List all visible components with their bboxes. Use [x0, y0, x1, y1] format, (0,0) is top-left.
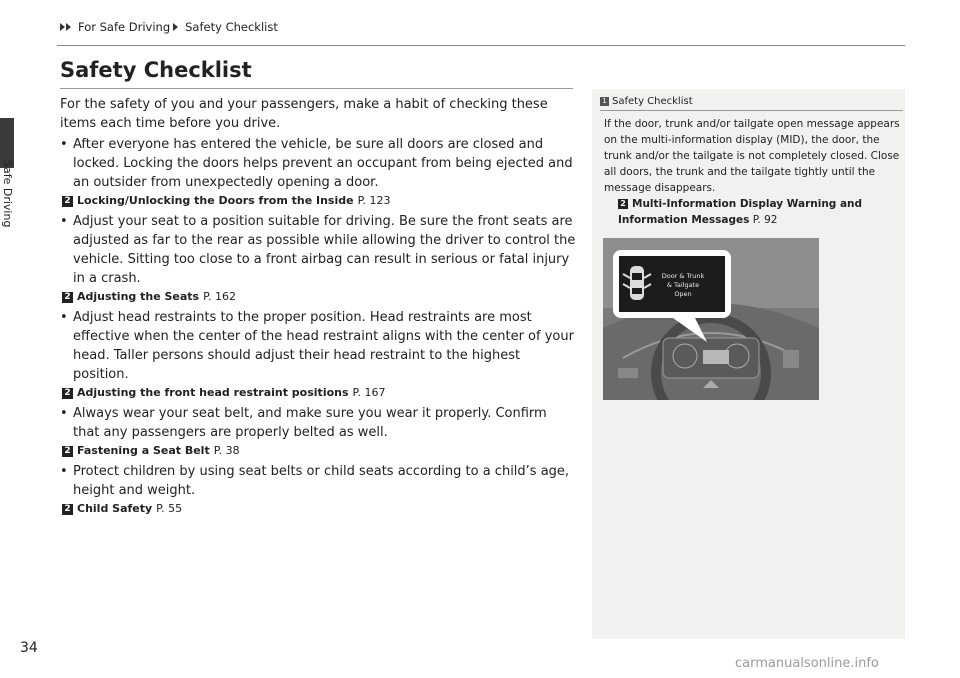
cross-reference-link[interactable]	[62, 385, 576, 401]
reference-arrow-icon: 2	[62, 196, 73, 207]
reference-title[interactable]: Adjusting the Seats	[77, 290, 200, 303]
reference-page[interactable]: P. 162	[203, 290, 237, 303]
display-message-line: & Tailgate	[666, 281, 700, 289]
reference-title[interactable]: Adjusting the front head restraint positions	[77, 386, 349, 399]
breadcrumb-arrow-icon	[173, 23, 179, 31]
reference-page[interactable]: P. 92	[752, 214, 778, 226]
checklist-item-text: After everyone has entered the vehicle, be sure all doors are closed and locked. Locking the doors helps prevent an occupant from being ejected and an outsider from unexpectedly opening a door.	[73, 137, 573, 190]
checklist-item	[60, 404, 576, 442]
reference-page[interactable]: P. 123	[357, 194, 391, 207]
bullet-icon: •	[60, 464, 68, 479]
checklist-item-text: Adjust head restraints to the proper position. Head restraints are most effective when the center of the head restraint aligns with the center of your head. Taller persons should adjust their head restraint to the highest position.	[73, 310, 574, 382]
page-title: Safety Checklist	[60, 58, 252, 82]
note-marker-icon: 1	[600, 97, 609, 106]
display-message-line: Open	[674, 290, 692, 298]
dashboard-illustration	[603, 238, 819, 400]
checklist-item	[60, 308, 576, 384]
breadcrumb-item-for-safe-driving[interactable]: For Safe Driving	[78, 20, 171, 34]
watermark: carmanualsonline.info	[735, 656, 879, 671]
reference-arrow-icon: 2	[618, 199, 628, 209]
bullet-icon: •	[60, 214, 68, 229]
reference-arrow-icon: 2	[62, 388, 73, 399]
checklist-item-text: Protect children by using seat belts or child seats according to a child’s age, height and weight.	[73, 464, 570, 498]
cross-reference-link[interactable]	[62, 289, 576, 305]
breadcrumb	[57, 20, 278, 34]
header-divider	[57, 45, 905, 46]
bullet-icon: •	[60, 310, 68, 325]
intro-paragraph: For the safety of you and your passengers, make a habit of checking these items each time before you drive.	[60, 97, 548, 131]
reference-title[interactable]: Fastening a Seat Belt	[77, 444, 210, 457]
bullet-icon: •	[60, 406, 68, 421]
reference-arrow-icon: 2	[62, 504, 73, 515]
reference-page[interactable]: P. 38	[213, 444, 240, 457]
sidebar-note-divider	[600, 110, 903, 111]
sidebar-note-heading	[600, 96, 693, 107]
reference-title[interactable]: Multi-Information Display Warning and Information Messages	[618, 198, 863, 226]
checklist-item-text: Adjust your seat to a position suitable for driving. Be sure the front seats are adjusted as far to the rear as possible while allowing the driver to control the vehicle. Sitting too close to a front airbag can result in serious or fatal injury in a crash.	[73, 214, 576, 286]
page-number: 34	[20, 640, 38, 656]
title-divider	[60, 88, 573, 89]
section-tab-label: Safe Driving	[1, 160, 14, 228]
sidebar-cross-reference-link[interactable]	[618, 196, 898, 228]
breadcrumb-item-safety-checklist[interactable]: Safety Checklist	[185, 20, 278, 34]
reference-page[interactable]: P. 167	[352, 386, 386, 399]
display-message-line: Door & Trunk	[661, 272, 705, 280]
sidebar-note-title: Safety Checklist	[612, 96, 693, 107]
cross-reference-link[interactable]	[62, 193, 576, 209]
breadcrumb-arrow-icon	[60, 23, 72, 31]
checklist-item	[60, 212, 576, 288]
reference-arrow-icon: 2	[62, 292, 73, 303]
checklist-item-text: Always wear your seat belt, and make sure you wear it properly. Confirm that any passengers are properly belted as well.	[73, 406, 547, 440]
main-content	[60, 95, 576, 520]
bullet-icon: •	[60, 137, 68, 152]
reference-title[interactable]: Locking/Unlocking the Doors from the Inside	[77, 194, 354, 207]
cross-reference-link[interactable]	[62, 501, 576, 517]
checklist-item	[60, 462, 576, 500]
checklist-item	[60, 135, 576, 192]
reference-title[interactable]: Child Safety	[77, 502, 153, 515]
cross-reference-link[interactable]	[62, 443, 576, 459]
section-tab	[2, 160, 16, 280]
reference-arrow-icon: 2	[62, 446, 73, 457]
reference-page[interactable]: P. 55	[156, 502, 183, 515]
sidebar-note-text: If the door, trunk and/or tailgate open message appears on the multi-information display (MID), the door, the trunk and/or the tailgate is not completely closed. Close all doors, the trunk and the tailgate tightly until the message disappears.	[604, 118, 900, 194]
